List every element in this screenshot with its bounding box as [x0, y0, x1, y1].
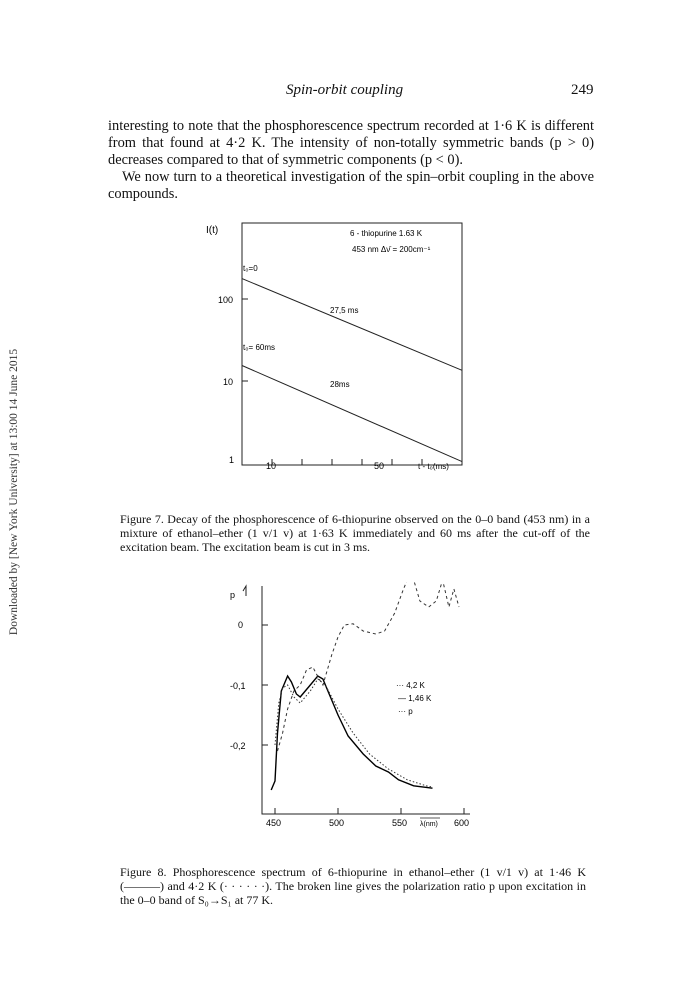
running-head: [0, 82, 696, 102]
fig7-plot-frame: [242, 223, 462, 465]
figure-8-chart: [220, 582, 490, 832]
fig7-annotation-27ms: 27,5 ms: [330, 306, 359, 315]
fig7-xtick-label-50: 50: [374, 461, 385, 471]
fig7-annotation-title: 6 - thiopurine 1.63 K: [350, 229, 423, 238]
fig8-xtick-label-500: 500: [329, 818, 345, 828]
fig7-annotation-wavelength: 453 nm Δν̄ = 200cm⁻¹: [352, 245, 431, 254]
fig8-ytick-label-minus01: -0,1: [230, 681, 246, 691]
running-head-title: Spin-orbit coupling: [286, 82, 404, 98]
fig8-xtick-label-550: 550: [392, 818, 408, 828]
fig7-xtick-label-10: 10: [266, 461, 277, 471]
fig7-ytick-label-10: 10: [223, 377, 234, 387]
body-text: [108, 118, 594, 203]
fig7-ylabel: I(t): [206, 225, 219, 236]
fig8-ylabel: p: [230, 590, 236, 600]
fig8-xlabel: λ(nm): [420, 821, 438, 828]
fig7-annotation-t0: t₀=0: [243, 264, 258, 273]
fig8-legend-1-46k: — 1,46 K: [398, 694, 432, 703]
fig7-annotation-28ms: 28ms: [330, 380, 350, 389]
fig8-ytick-label-0: 0: [238, 620, 244, 630]
fig7-ytick-label-1: 1: [229, 455, 235, 465]
fig7-ytick-label-100: 100: [218, 295, 234, 305]
paragraph-1: interesting to note that the phosphorescence spectrum recorded at 1·6 K is different from that found at 4·2 K. The intensity of non-totally symmetric bands (p > 0) decreases compared to that of symmetric components (p < 0).: [108, 118, 594, 168]
fig7-xlabel: t - t₀(ms): [418, 462, 449, 471]
fig8-series-p: [278, 582, 460, 751]
download-note: Downloaded by [New York University] at 13:00 14 June 2015: [8, 348, 20, 636]
figure-7-caption: Figure 7. Decay of the phosphorescence of 6-thiopurine observed on the 0–0 band (453 nm) in a mixture of ethanol–ether (1 v/1 v) at 1·63 K immediately and 60 ms after the cut-off of the excitation beam. The excitation beam is cut in 3 ms.: [120, 512, 590, 554]
fig8-legend-4-2k: ··· 4,2 K: [396, 681, 425, 690]
fig8-ytick-label-minus02: -0,2: [230, 741, 246, 751]
fig8-yaxis-arrow: [243, 586, 246, 596]
figure-7-chart: [200, 215, 470, 475]
fig8-axes: [262, 586, 470, 814]
fig8-xtick-label-450: 450: [266, 818, 282, 828]
download-watermark: [0, 0, 28, 984]
fig8-xtick-label-600: 600: [454, 818, 470, 828]
paragraph-2: We now turn to a theoretical investigation of the spin–orbit coupling in the above compounds.: [108, 169, 594, 202]
fig7-series-t60: [242, 366, 462, 462]
fig8-legend-p: ··· p: [398, 707, 413, 716]
fig7-annotation-t60: t₀= 60ms: [243, 343, 275, 352]
fig7-series-t0: [242, 279, 462, 371]
page-number: 249: [571, 82, 594, 98]
figure-8-caption: Figure 8. Phosphorescence spectrum of 6-thiopurine in ethanol–ether (1 v/1 v) at 1·46 K (———) and 4·2 K (· · · · · ·). The broken line gives the polarization ratio p upon excitation in the 0–0 band of S₀→S₁ at 77 K.: [120, 865, 586, 907]
